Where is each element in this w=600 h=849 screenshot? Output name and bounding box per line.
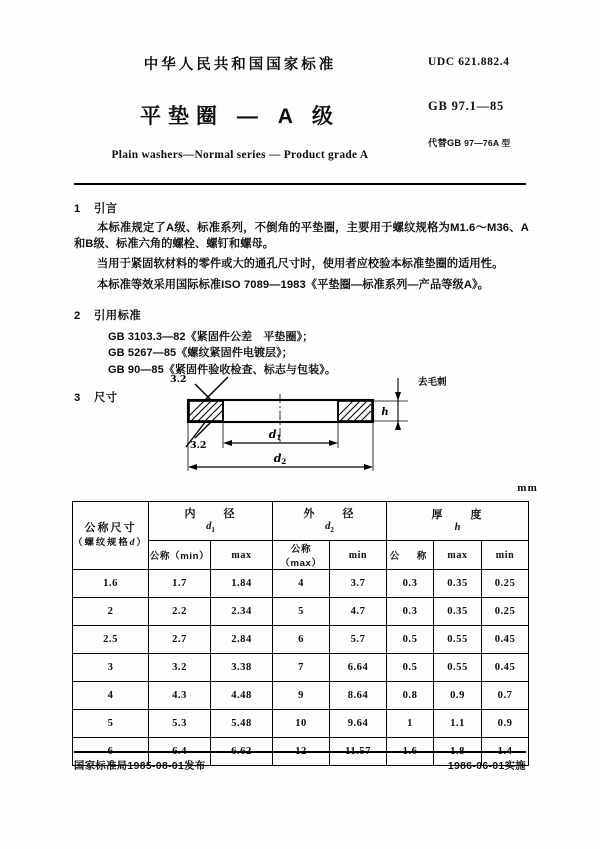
cell-h-min: 0.25 [482, 570, 529, 598]
document-footer [74, 757, 526, 775]
page-title: 平垫圈 — A 级 [140, 105, 340, 128]
d2-dimension-label: d2 [273, 452, 287, 466]
cell-d2-min: 5.7 [330, 626, 387, 654]
col-header-nominal-size [73, 502, 149, 570]
dimensions-table [72, 501, 529, 766]
col-header-nominal-size-line1: 公称尺寸 [84, 522, 137, 534]
cell-h-min: 0.45 [482, 626, 529, 654]
group-label-outer-diameter: 外 径 [303, 507, 356, 520]
section-heading-1 [74, 200, 529, 216]
table-row [73, 654, 529, 682]
cell-nominal-size: 5 [73, 710, 149, 738]
section-number-3: 3 [74, 392, 81, 405]
list-item: GB 90—85《紧固件验收检查、标志与包装》。 [108, 363, 336, 376]
cell-d2-nominal: 4 [273, 570, 330, 598]
surface-roughness-bottom-symbol [186, 421, 212, 451]
cell-nominal-size: 6 [73, 738, 149, 766]
cell-h-min: 0.7 [482, 682, 529, 710]
table-row [73, 570, 529, 598]
washer-cross-section-drawing [150, 368, 490, 480]
cell-h-max: 0.55 [434, 654, 482, 682]
group-symbol-thickness: h [454, 522, 461, 533]
cell-d1-nominal: 1.7 [149, 570, 211, 598]
cell-d1-max: 3.38 [211, 654, 273, 682]
cell-d2-nominal: 9 [273, 682, 330, 710]
list-item: GB 5267—85《螺纹紧固件电镀层》； [108, 347, 293, 360]
right-hatch-section [338, 401, 372, 421]
cell-nominal-size: 2 [73, 598, 149, 626]
cell-d1-max: 2.84 [211, 626, 273, 654]
section-title-2: 引用标准 [94, 309, 142, 322]
document-header [60, 45, 540, 165]
col-header-group-outer-diameter [273, 502, 387, 541]
publication-date: 国家标准局1985-08-01发布 [74, 761, 206, 772]
cell-d1-max: 1.84 [211, 570, 273, 598]
col-header-group-inner-diameter [149, 502, 273, 541]
roughness-top-value: 3.2 [170, 374, 187, 385]
cell-d2-min: 3.7 [330, 570, 387, 598]
table-row [73, 626, 529, 654]
cell-h-max: 1.1 [434, 710, 482, 738]
cell-d1-max: 5.48 [211, 710, 273, 738]
header-title-block [60, 45, 420, 161]
dimensions-table-wrapper [72, 501, 528, 766]
cell-h-nominal: 0.3 [387, 570, 434, 598]
deburr-label: 去毛刺 [418, 377, 447, 388]
cell-d1-max: 4.48 [211, 682, 273, 710]
effective-date: 1986-06-01实施 [447, 761, 526, 772]
cell-h-nominal: 0.5 [387, 654, 434, 682]
replaces-note [428, 135, 568, 149]
section-1-paragraph-2: 当用于紧固软材料的零件或大的通孔尺寸时，使用者应校验本标准垫圈的适用性。 [97, 258, 504, 271]
roughness-bottom-value: 3.2 [190, 440, 207, 451]
cell-nominal-size: 1.6 [73, 570, 149, 598]
cell-d2-nominal: 5 [273, 598, 330, 626]
subcol-d1-nominal-min: 公称（min） [149, 541, 211, 570]
header-divider-rule [74, 183, 526, 185]
cell-d2-nominal: 10 [273, 710, 330, 738]
cell-h-min: 0.45 [482, 654, 529, 682]
subcol-d2-nominal-max: 公称（max） [273, 541, 330, 570]
cell-h-nominal: 0.8 [387, 682, 434, 710]
col-header-group-thickness [387, 502, 529, 541]
col-header-nominal-size-line2: （螺纹规格d） [73, 537, 148, 548]
cell-d2-min: 6.64 [330, 654, 387, 682]
section-number-2: 2 [74, 309, 81, 322]
h-dimension-label: h [381, 407, 389, 418]
cell-h-nominal: 0.5 [387, 626, 434, 654]
cell-d2-min: 4.7 [330, 598, 387, 626]
section-1-paragraph-3: 本标准等效采用国际标准ISO 7089—1983《平垫圈—标准系列—产品等级A》。 [97, 278, 489, 291]
group-symbol-outer-diameter: $d_2$ [325, 520, 334, 535]
cell-h-max: 0.9 [434, 682, 482, 710]
subcol-d2-min: min [330, 541, 387, 570]
group-symbol-inner-diameter: $d_1$ [206, 520, 215, 535]
drawing-svg [150, 368, 490, 480]
table-row [73, 710, 529, 738]
cell-h-nominal: 1 [387, 710, 434, 738]
section-number-1: 1 [74, 203, 81, 215]
cell-nominal-size: 2.5 [73, 626, 149, 654]
header-identifier-block [428, 45, 568, 149]
cell-h-min: 1.4 [482, 738, 529, 766]
cell-h-min: 0.25 [482, 598, 529, 626]
cell-h-nominal: 1.6 [387, 738, 434, 766]
left-hatch-section [189, 401, 223, 421]
cell-h-max: 0.55 [434, 626, 482, 654]
cell-d1-nominal: 4.3 [149, 682, 211, 710]
table-header-group-row [73, 502, 529, 541]
cell-d2-min: 9.64 [330, 710, 387, 738]
cell-d1-nominal: 3.2 [149, 654, 211, 682]
section-heading-2 [74, 307, 529, 323]
cell-d2-min: 8.64 [330, 682, 387, 710]
cell-h-max: 0.35 [434, 598, 482, 626]
d1-dimension-label: d1 [268, 428, 282, 442]
cell-d2-nominal: 6 [273, 626, 330, 654]
cell-d1-nominal: 5.3 [149, 710, 211, 738]
replaces-value: 97—76A 型 [464, 138, 511, 148]
section-title-1: 引言 [94, 203, 118, 215]
h-dimension-line [395, 378, 401, 430]
standard-number: GB 97.1—85 [428, 99, 505, 113]
page-title-english: Plain washers—Normal series — Product grade A [111, 149, 369, 161]
subcol-h-min: min [482, 541, 529, 570]
surface-roughness-top-symbol [170, 374, 228, 402]
cell-d2-min: 11.57 [330, 738, 387, 766]
subcol-h-max: max [434, 541, 482, 570]
group-label-inner-diameter: 内 径 [184, 507, 237, 520]
cell-d1-nominal: 2.2 [149, 598, 211, 626]
subcol-d1-max: max [211, 541, 273, 570]
table-row [73, 598, 529, 626]
cell-h-nominal: 0.3 [387, 598, 434, 626]
cell-h-min: 0.9 [482, 710, 529, 738]
section-1-paragraph-1: 本标准规定了A级、标准系列，不倒角的平垫圈，主要用于螺纹规格为M1.6～M36、A和B级、标准六角的螺栓、螺钉和螺母。 [74, 222, 529, 251]
footer-divider-rule [74, 751, 526, 753]
udc-code: UDC 621.882.4 [428, 56, 510, 68]
table-unit-label: mm [517, 482, 538, 494]
table-row [73, 682, 529, 710]
section-title-3: 尺寸 [94, 392, 118, 405]
group-label-thickness: 厚 度 [431, 509, 484, 521]
cell-d1-nominal: 6.4 [149, 738, 211, 766]
cell-nominal-size: 3 [73, 654, 149, 682]
subcol-h-nominal: 公 称 [387, 541, 434, 570]
cell-d2-nominal: 7 [273, 654, 330, 682]
list-item: GB 3103.3—82《紧固件公差 平垫圈》； [108, 330, 314, 343]
issuing-authority-line: 中华人民共和国国家标准 [143, 57, 337, 73]
cell-nominal-size: 4 [73, 682, 149, 710]
cell-h-max: 1.8 [434, 738, 482, 766]
replaces-prefix: 代替GB [428, 138, 462, 148]
cell-d2-nominal: 12 [273, 738, 330, 766]
cell-h-max: 0.35 [434, 570, 482, 598]
cell-d1-max: 6.62 [211, 738, 273, 766]
cell-d1-nominal: 2.7 [149, 626, 211, 654]
dimensions-table-body [73, 570, 529, 766]
cell-d1-max: 2.34 [211, 598, 273, 626]
